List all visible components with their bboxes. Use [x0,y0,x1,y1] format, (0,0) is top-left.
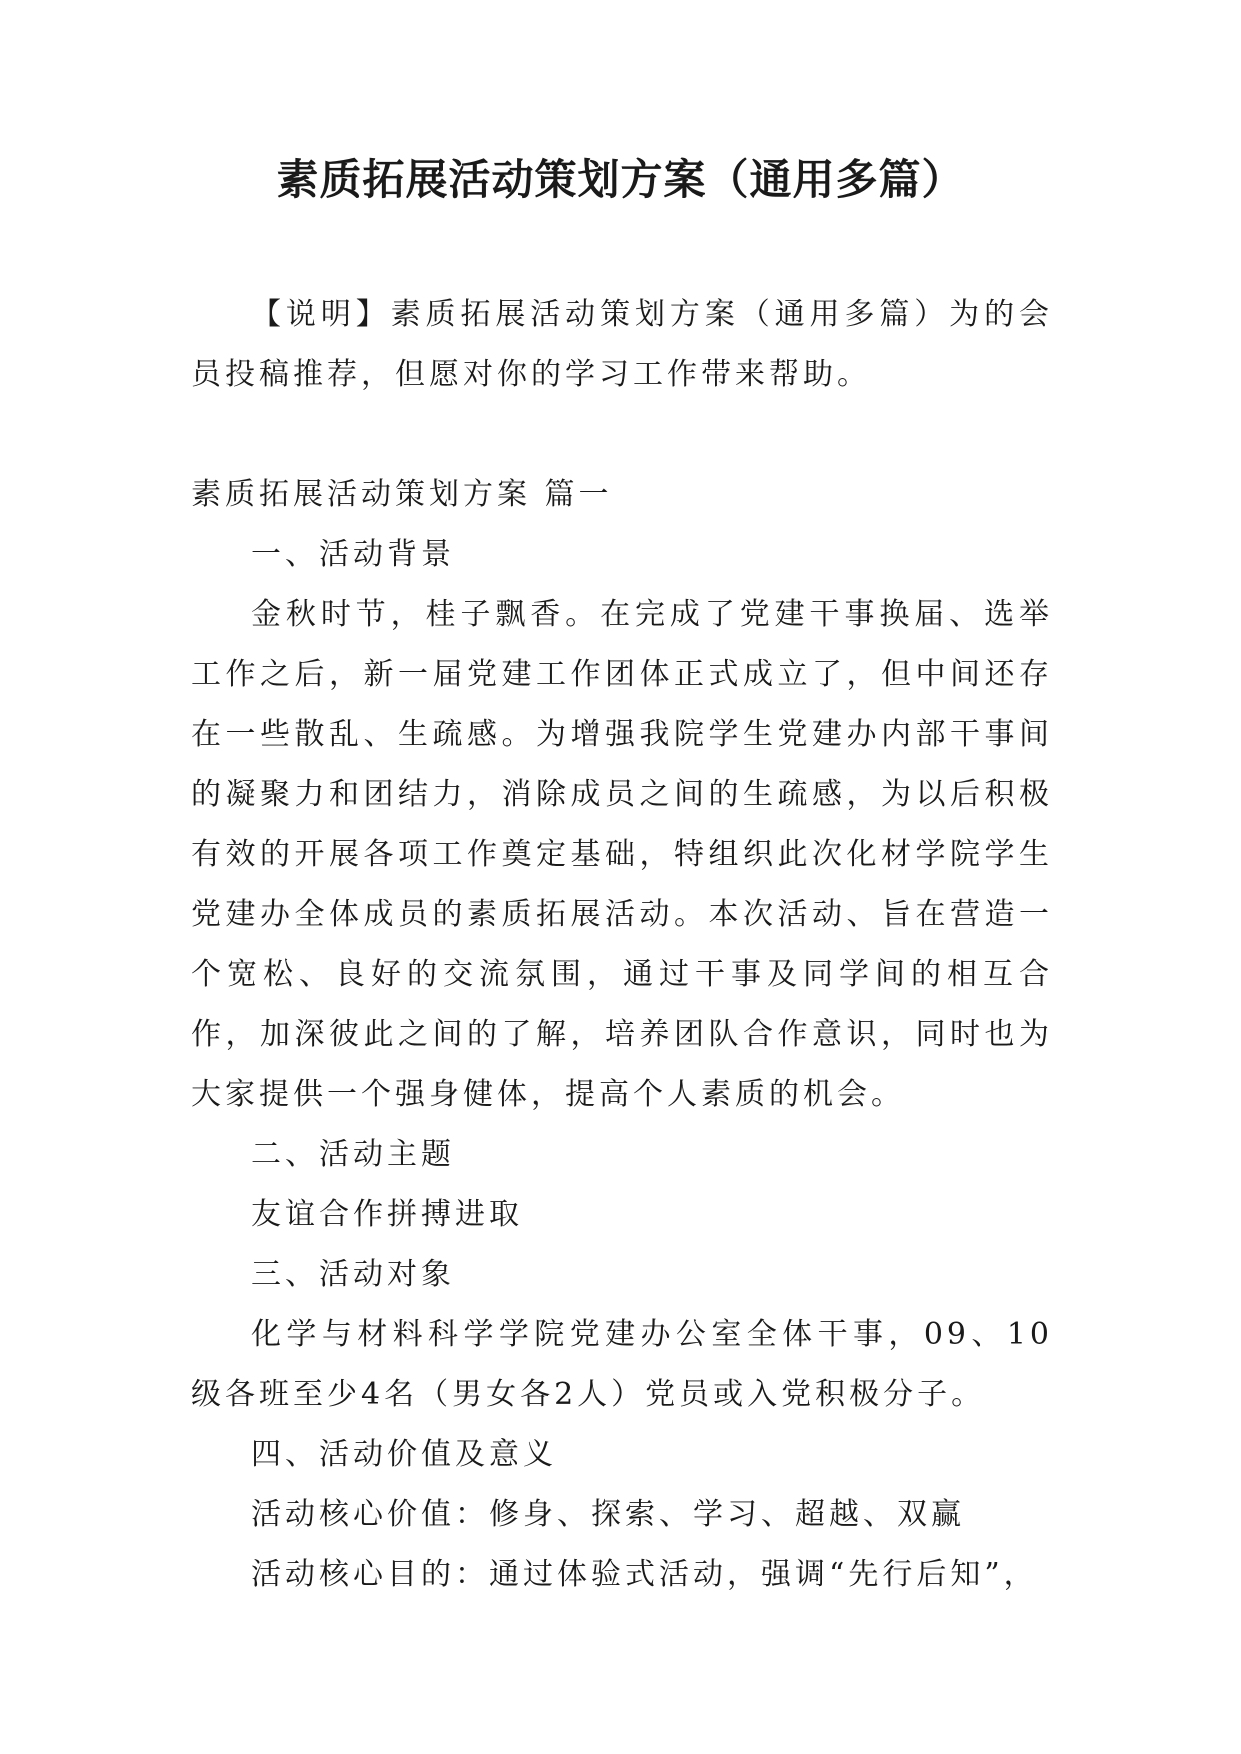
heading-background: 一、活动背景 [251,537,455,572]
description-note: 【说明】素质拓展活动策划方案（通用多篇）为的会员投稿推荐，但愿对你的学习工作带来帮助。 [191,297,1053,392]
heading-value: 四、活动价值及意义 [251,1437,557,1472]
document-title: 素质拓展活动策划方案（通用多篇） [276,155,965,204]
paragraph-background: 金秋时节，桂子飘香。在完成了党建干事换届、选举工作之后，新一届党建工作团体正式成立了，但中间还存在一些散乱、生疏感。为增强我院学生党建办内部干事间的凝聚力和团结力，消除成员之间的生疏感，为以后积极有效的开展各项工作奠定基础，特组织此次化材学院学生党建办全体成员的素质拓展活动。本次活动、旨在营造一个宽松、良好的交流氛围，通过干事及同学间的相互合作，加深彼此之间的了解，培养团队合作意识，同时也为大家提供一个强身健体，提高个人素质的机会。 [191,597,1053,1112]
heading-audience: 三、活动对象 [251,1257,455,1292]
paragraph-theme: 友谊合作拼搏进取 [251,1197,523,1232]
section-heading: 素质拓展活动策划方案 篇一 [191,477,613,512]
paragraph-core-purpose: 活动核心目的：通过体验式活动，强调“先行后知”， [251,1557,1038,1592]
document-body [191,285,1053,1605]
paragraph-audience: 化学与材料科学学院党建办公室全体干事，09、10级各班至少4名（男女各2人）党员或入党积极分子。 [191,1317,1053,1412]
paragraph-core-value: 活动核心价值：修身、探索、学习、超越、双赢 [251,1497,965,1532]
heading-theme: 二、活动主题 [251,1137,455,1172]
